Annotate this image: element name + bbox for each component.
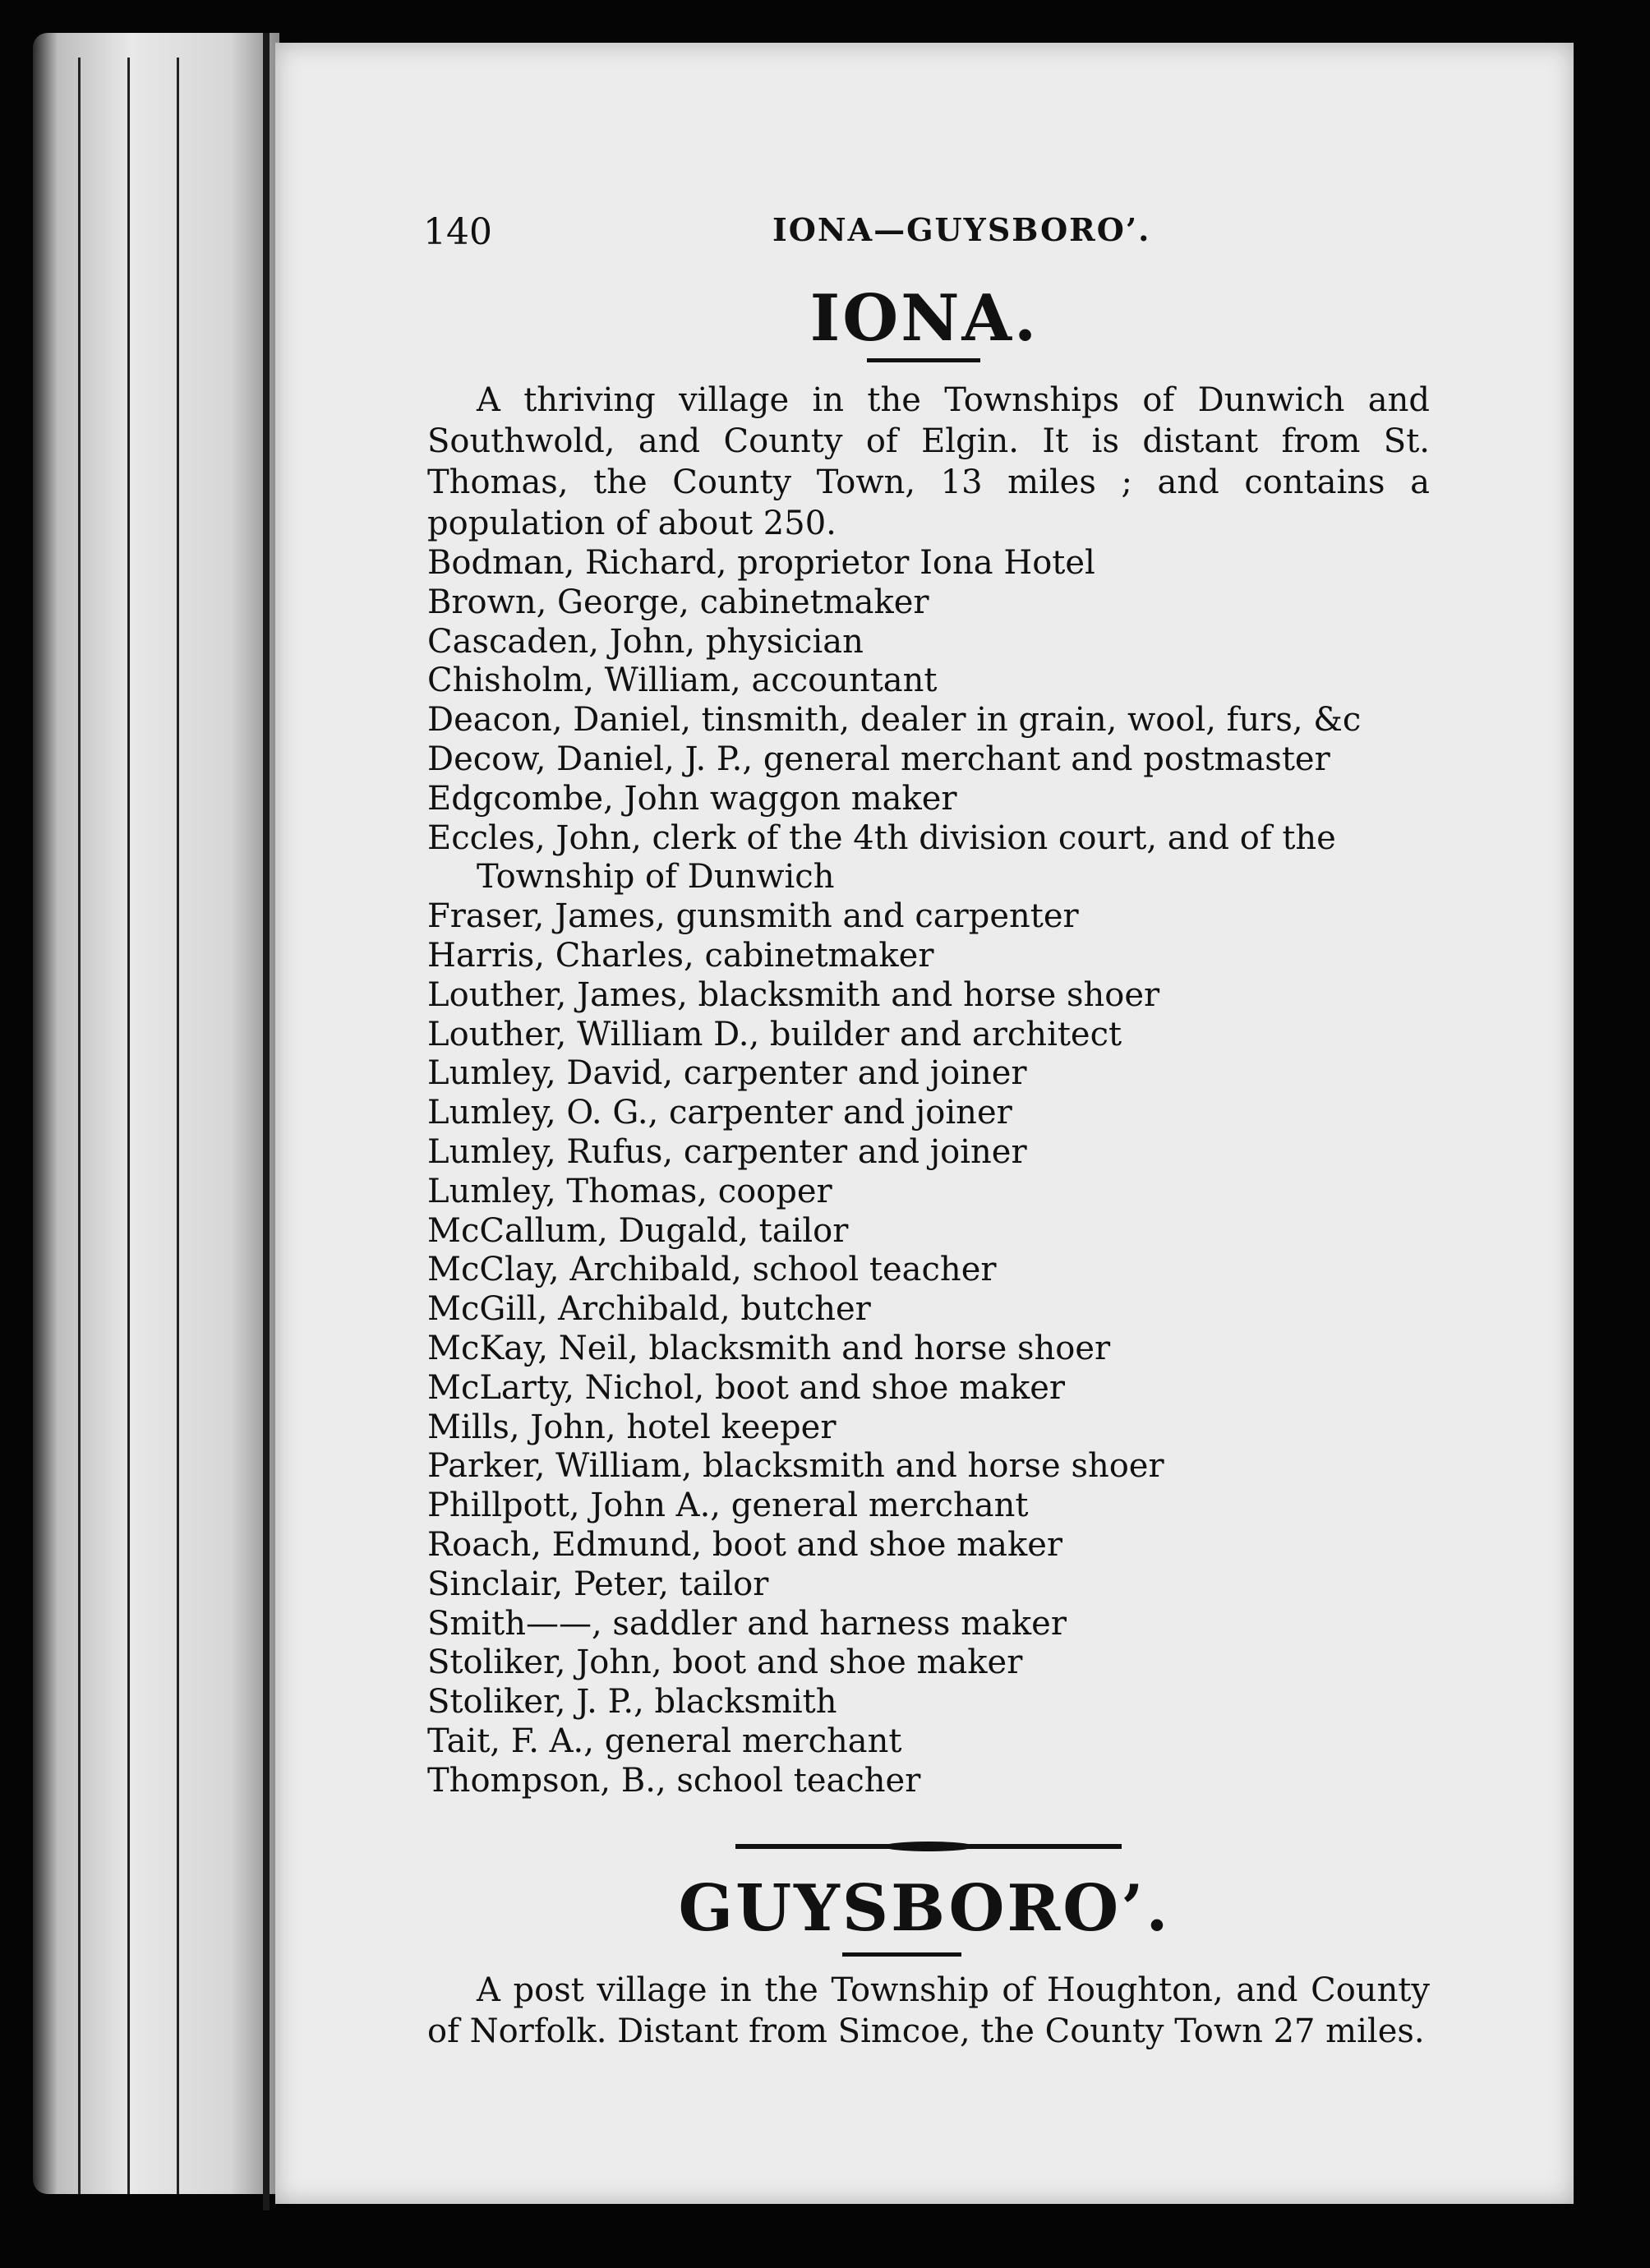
list-item: Stoliker, J. P., blacksmith <box>427 1683 837 1722</box>
book-edge <box>33 33 279 2194</box>
page-edge-line <box>78 58 81 2194</box>
heading-rule <box>867 358 980 362</box>
page-edge-line <box>127 58 130 2194</box>
iona-heading: IONA. <box>809 281 1039 356</box>
list-item: McLarty, Nichol, boot and shoe maker <box>427 1368 1065 1407</box>
list-item: McGill, Archibald, butcher <box>427 1290 871 1329</box>
list-item: Lumley, Thomas, cooper <box>427 1172 832 1210</box>
list-item: Thompson, B., school teacher <box>427 1761 921 1800</box>
list-item: Fraser, James, gunsmith and carpenter <box>427 897 1079 936</box>
list-item: McClay, Archibald, school teacher <box>427 1251 997 1289</box>
iona-intro: A thriving village in the Townships of Dunwich and Southwold, and County of Elgin. It is distant from St. Thomas, the County Town, 13 miles ; and contains a population of about 250. <box>427 381 1430 542</box>
page-number: 140 <box>423 211 492 253</box>
book-page <box>275 43 1574 2204</box>
list-item: Brown, George, cabinetmaker <box>427 583 929 621</box>
business-directory-list <box>427 544 1438 1801</box>
list-item: Chisholm, William, accountant <box>427 662 938 700</box>
list-item: Lumley, David, carpenter and joiner <box>427 1054 1027 1093</box>
list-item: Bodman, Richard, proprietor Iona Hotel <box>427 544 1095 582</box>
list-item: Harris, Charles, cabinetmaker <box>427 936 934 975</box>
list-item: Stoliker, John, boot and shoe maker <box>427 1643 1023 1682</box>
list-item: Roach, Edmund, boot and shoe maker <box>427 1525 1062 1564</box>
list-item: Mills, John, hotel keeper <box>427 1408 837 1446</box>
list-item: Louther, William D., builder and architect <box>427 1015 1122 1053</box>
list-item: Louther, James, blacksmith and horse shoer <box>427 975 1160 1014</box>
list-item: McCallum, Dugald, tailor <box>427 1211 849 1250</box>
list-item: Phillpott, John A., general merchant <box>427 1487 1029 1525</box>
guysboro-heading: GUYSBORO’. <box>678 1871 1171 1946</box>
list-item: Parker, William, blacksmith and horse shoer <box>427 1447 1164 1486</box>
guysboro-intro: A post village in the Township of Houghton, and County of Norfolk. Distant from Simcoe, the County Town 27 miles. <box>427 1971 1430 2050</box>
list-item: Lumley, O. G., carpenter and joiner <box>427 1094 1012 1132</box>
list-item: Lumley, Rufus, carpenter and joiner <box>427 1132 1027 1171</box>
running-head-title: IONA—GUYSBORO’. <box>772 211 1151 248</box>
section-divider <box>735 1844 1122 1849</box>
list-item: Decow, Daniel, J. P., general merchant and postmaster <box>427 740 1330 778</box>
list-item: Smith——, saddler and harness maker <box>427 1604 1067 1643</box>
list-item: Sinclair, Peter, tailor <box>427 1565 769 1603</box>
list-item: Tait, F. A., general merchant <box>427 1722 902 1760</box>
heading-rule <box>842 1952 961 1957</box>
list-item: McKay, Neil, blacksmith and horse shoer <box>427 1329 1111 1367</box>
list-item: Eccles, John, clerk of the 4th division court, and of the Township of Dunwich <box>427 818 1336 897</box>
page-edge-line <box>177 58 179 2194</box>
list-item: Edgcombe, John waggon maker <box>427 779 957 818</box>
right-frame <box>1588 49 1650 2268</box>
list-item: Cascaden, John, physician <box>427 622 864 661</box>
list-item: Deacon, Daniel, tinsmith, dealer in grain, wool, furs, &c <box>427 701 1362 740</box>
page-frame <box>263 33 270 2210</box>
